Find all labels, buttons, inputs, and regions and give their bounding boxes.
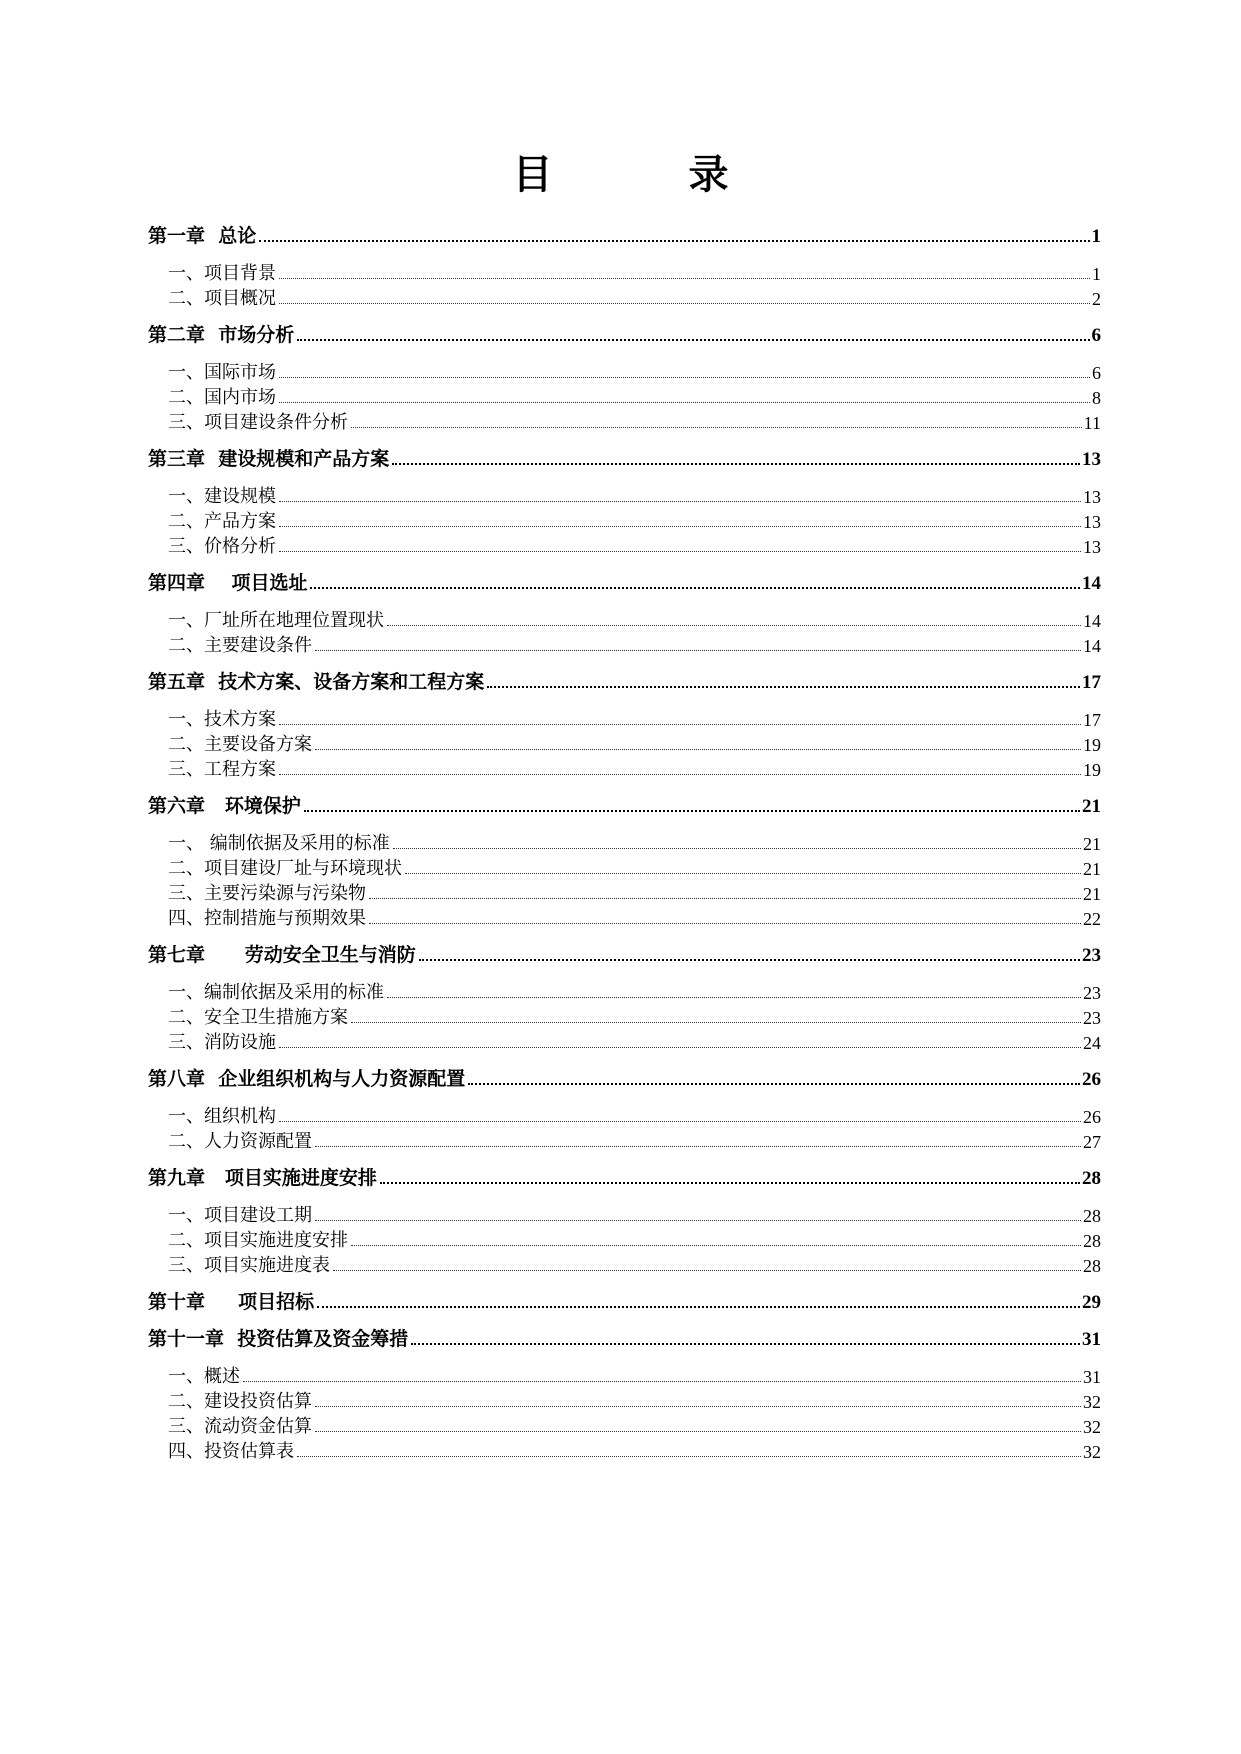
toc-entry-page-number: 28 [1083, 1256, 1101, 1276]
toc-dot-leader [405, 873, 1081, 874]
toc-chapter-entry[interactable] [148, 790, 1101, 818]
toc-entry-page-number: 13 [1083, 512, 1101, 532]
toc-entry-label: 二、项目建设厂址与环境现状 [168, 858, 402, 879]
toc-entry-page-number: 21 [1083, 884, 1101, 904]
toc-dot-leader [279, 724, 1081, 725]
toc-entry-page-number: 6 [1091, 325, 1101, 346]
toc-entry-page-number: 13 [1083, 537, 1101, 557]
toc-entry-label: 一、编制依据及采用的标准 [168, 982, 384, 1003]
toc-entry-label: 第七章 劳动安全卫生与消防 [148, 944, 416, 966]
toc-dot-leader [315, 1406, 1081, 1407]
toc-entry-page-number: 32 [1083, 1417, 1101, 1437]
toc-section-entry[interactable] [148, 877, 1101, 905]
toc-entry-label: 一、项目背景 [168, 263, 276, 284]
toc-section-entry[interactable] [148, 976, 1101, 1004]
toc-dot-leader [243, 1381, 1081, 1382]
toc-dot-leader [279, 774, 1081, 775]
toc-section-entry[interactable] [148, 257, 1101, 285]
toc-dot-leader [315, 1431, 1081, 1432]
toc-dot-leader [279, 551, 1081, 552]
toc-chapter-entry[interactable] [148, 443, 1101, 471]
toc-entry-page-number: 19 [1083, 735, 1101, 755]
toc-entry-label: 二、项目概况 [168, 288, 276, 309]
toc-section-entry[interactable] [148, 530, 1101, 558]
toc-dot-leader [468, 1083, 1080, 1085]
toc-entry-page-number: 6 [1092, 363, 1101, 383]
toc-entry-label: 一、厂址所在地理位置现状 [168, 610, 384, 631]
toc-section-entry[interactable] [148, 282, 1101, 310]
toc-chapter-entry[interactable] [148, 1286, 1101, 1314]
toc-section-entry[interactable] [148, 381, 1101, 409]
toc-dot-leader [315, 1146, 1081, 1147]
toc-entry-page-number: 23 [1083, 1008, 1101, 1028]
toc-dot-leader [279, 501, 1081, 502]
toc-entry-page-number: 23 [1082, 945, 1101, 966]
toc-dot-leader [297, 1456, 1081, 1457]
toc-dot-leader [304, 810, 1080, 812]
toc-entry-page-number: 26 [1083, 1107, 1101, 1127]
toc-dot-leader [351, 427, 1082, 428]
toc-section-entry[interactable] [148, 728, 1101, 756]
toc-chapter-entry[interactable] [148, 666, 1101, 694]
toc-entry-page-number: 28 [1083, 1231, 1101, 1251]
toc-title: 目 录 [512, 151, 777, 198]
toc-dot-leader [387, 625, 1081, 626]
toc-section-entry[interactable] [148, 1385, 1101, 1413]
toc-entry-page-number: 2 [1092, 289, 1101, 309]
toc-dot-leader [279, 526, 1081, 527]
toc-dot-leader [317, 1306, 1080, 1308]
toc-entry-page-number: 23 [1083, 983, 1101, 1003]
toc-entry-page-number: 11 [1083, 413, 1101, 433]
toc-entry-label: 第十一章 投资估算及资金筹措 [148, 1328, 409, 1350]
toc-entry-page-number: 17 [1082, 672, 1101, 693]
toc-entry-page-number: 1 [1091, 226, 1101, 247]
toc-section-entry[interactable] [148, 1435, 1101, 1463]
toc-dot-leader [297, 339, 1089, 341]
toc-dot-leader [279, 1047, 1081, 1048]
toc-section-entry[interactable] [148, 1125, 1101, 1153]
toc-entry-page-number: 31 [1083, 1367, 1101, 1387]
toc-section-entry[interactable] [148, 1410, 1101, 1438]
toc-dot-leader [259, 240, 1089, 242]
toc-entry-page-number: 21 [1083, 834, 1101, 854]
toc-entry-label: 第三章 建设规模和产品方案 [148, 448, 390, 470]
toc-section-entry[interactable] [148, 505, 1101, 533]
toc-entry-page-number: 31 [1082, 1329, 1101, 1350]
toc-entry-page-number: 27 [1083, 1132, 1101, 1152]
toc-entry-page-number: 14 [1082, 573, 1101, 594]
toc-entry-page-number: 28 [1083, 1206, 1101, 1226]
toc-section-entry[interactable] [148, 852, 1101, 880]
toc-section-entry[interactable] [148, 356, 1101, 384]
toc-dot-leader [315, 1220, 1081, 1221]
toc-dot-leader [333, 1270, 1081, 1271]
toc-chapter-entry[interactable] [148, 319, 1101, 347]
toc-dot-leader [351, 1245, 1081, 1246]
toc-chapter-entry[interactable] [148, 939, 1101, 967]
toc-dot-leader [387, 997, 1081, 998]
toc-section-entry[interactable] [148, 753, 1101, 781]
toc-entry-label: 一、建设规模 [168, 486, 276, 507]
toc-dot-leader [411, 1343, 1080, 1345]
toc-entry-label: 一、项目建设工期 [168, 1205, 312, 1226]
toc-entry-label: 三、消防设施 [168, 1032, 276, 1053]
toc-dot-leader [279, 402, 1090, 403]
toc-dot-leader [369, 923, 1081, 924]
toc-entry-page-number: 1 [1092, 264, 1101, 284]
toc-entry-label: 第一章 总论 [148, 225, 257, 247]
toc-entry-label: 第九章 项目实施进度安排 [148, 1167, 377, 1189]
toc-chapter-entry[interactable] [148, 220, 1101, 248]
toc-entry-label: 一、 编制依据及采用的标准 [168, 833, 390, 854]
toc-entry-label: 第四章 项目选址 [148, 572, 308, 594]
toc-chapter-entry[interactable] [148, 567, 1101, 595]
toc-entry-label: 一、概述 [168, 1366, 240, 1387]
toc-entry-label: 三、工程方案 [168, 759, 276, 780]
toc-dot-leader [279, 303, 1090, 304]
toc-section-entry[interactable] [148, 1224, 1101, 1252]
toc-dot-leader [393, 848, 1081, 849]
toc-entry-page-number: 29 [1082, 1292, 1101, 1313]
toc-section-entry[interactable] [148, 406, 1101, 434]
toc-entry-label: 二、项目实施进度安排 [168, 1230, 348, 1251]
toc-entry-page-number: 32 [1083, 1392, 1101, 1412]
toc-section-entry[interactable] [148, 1026, 1101, 1054]
toc-entry-label: 第八章 企业组织机构与人力资源配置 [148, 1068, 466, 1090]
toc-entry-label: 三、项目建设条件分析 [168, 412, 348, 433]
toc-entry-label: 一、技术方案 [168, 709, 276, 730]
toc-entry-page-number: 21 [1082, 796, 1101, 817]
toc-section-entry[interactable] [148, 827, 1101, 855]
toc-dot-leader [369, 898, 1081, 899]
toc-entry-label: 三、项目实施进度表 [168, 1255, 330, 1276]
toc-section-entry[interactable] [148, 1199, 1101, 1227]
toc-entry-label: 二、产品方案 [168, 511, 276, 532]
toc-entry-label: 一、组织机构 [168, 1106, 276, 1127]
toc-chapter-entry[interactable] [148, 1063, 1101, 1091]
toc-entry-label: 二、安全卫生措施方案 [168, 1007, 348, 1028]
toc-dot-leader [351, 1022, 1081, 1023]
toc-dot-leader [279, 377, 1090, 378]
toc-chapter-entry[interactable] [148, 1162, 1101, 1190]
toc-entry-label: 二、主要设备方案 [168, 734, 312, 755]
toc-entry-label: 一、国际市场 [168, 362, 276, 383]
toc-section-entry[interactable] [148, 703, 1101, 731]
toc-dot-leader [315, 650, 1081, 651]
toc-entry-label: 第二章 市场分析 [148, 324, 295, 346]
toc-entry-page-number: 19 [1083, 760, 1101, 780]
toc-section-entry[interactable] [148, 1001, 1101, 1029]
toc-entry-page-number: 14 [1083, 611, 1101, 631]
toc-entry-label: 二、国内市场 [168, 387, 276, 408]
toc-entry-page-number: 13 [1082, 449, 1101, 470]
toc-section-entry[interactable] [148, 1249, 1101, 1277]
toc-entry-page-number: 14 [1083, 636, 1101, 656]
toc-dot-leader [487, 686, 1080, 688]
toc-dot-leader [279, 1121, 1081, 1122]
toc-entry-label: 第六章 环境保护 [148, 795, 301, 817]
toc-entry-label: 三、流动资金估算 [168, 1416, 312, 1437]
toc-entry-label: 第十章 项目招标 [148, 1291, 315, 1313]
toc-entry-label: 第五章 技术方案、设备方案和工程方案 [148, 671, 485, 693]
toc-entry-label: 四、控制措施与预期效果 [168, 908, 366, 929]
toc-section-entry[interactable] [148, 902, 1101, 930]
toc-entry-page-number: 8 [1092, 388, 1101, 408]
toc-section-entry[interactable] [148, 629, 1101, 657]
toc-dot-leader [315, 749, 1081, 750]
toc-entry-label: 二、建设投资估算 [168, 1391, 312, 1412]
toc-section-entry[interactable] [148, 1360, 1101, 1388]
toc-entry-page-number: 21 [1083, 859, 1101, 879]
toc-entry-page-number: 26 [1082, 1069, 1101, 1090]
toc-dot-leader [279, 278, 1090, 279]
toc-entry-page-number: 22 [1083, 909, 1101, 929]
toc-dot-leader [380, 1182, 1080, 1184]
toc-entry-label: 四、投资估算表 [168, 1441, 294, 1462]
toc-chapter-entry[interactable] [148, 1323, 1101, 1351]
toc-entry-label: 二、人力资源配置 [168, 1131, 312, 1152]
toc-section-entry[interactable] [148, 604, 1101, 632]
toc-entry-page-number: 28 [1082, 1168, 1101, 1189]
toc-entry-page-number: 17 [1083, 710, 1101, 730]
toc-entry-label: 三、主要污染源与污染物 [168, 883, 366, 904]
toc-section-entry[interactable] [148, 480, 1101, 508]
toc-entry-label: 三、价格分析 [168, 536, 276, 557]
toc-entry-label: 二、主要建设条件 [168, 635, 312, 656]
toc-dot-leader [419, 959, 1080, 961]
toc-dot-leader [392, 463, 1080, 465]
toc-entry-page-number: 13 [1083, 487, 1101, 507]
toc-section-entry[interactable] [148, 1100, 1101, 1128]
toc-dot-leader [310, 587, 1080, 589]
toc-entry-page-number: 32 [1083, 1442, 1101, 1462]
toc-entry-page-number: 24 [1083, 1033, 1101, 1053]
